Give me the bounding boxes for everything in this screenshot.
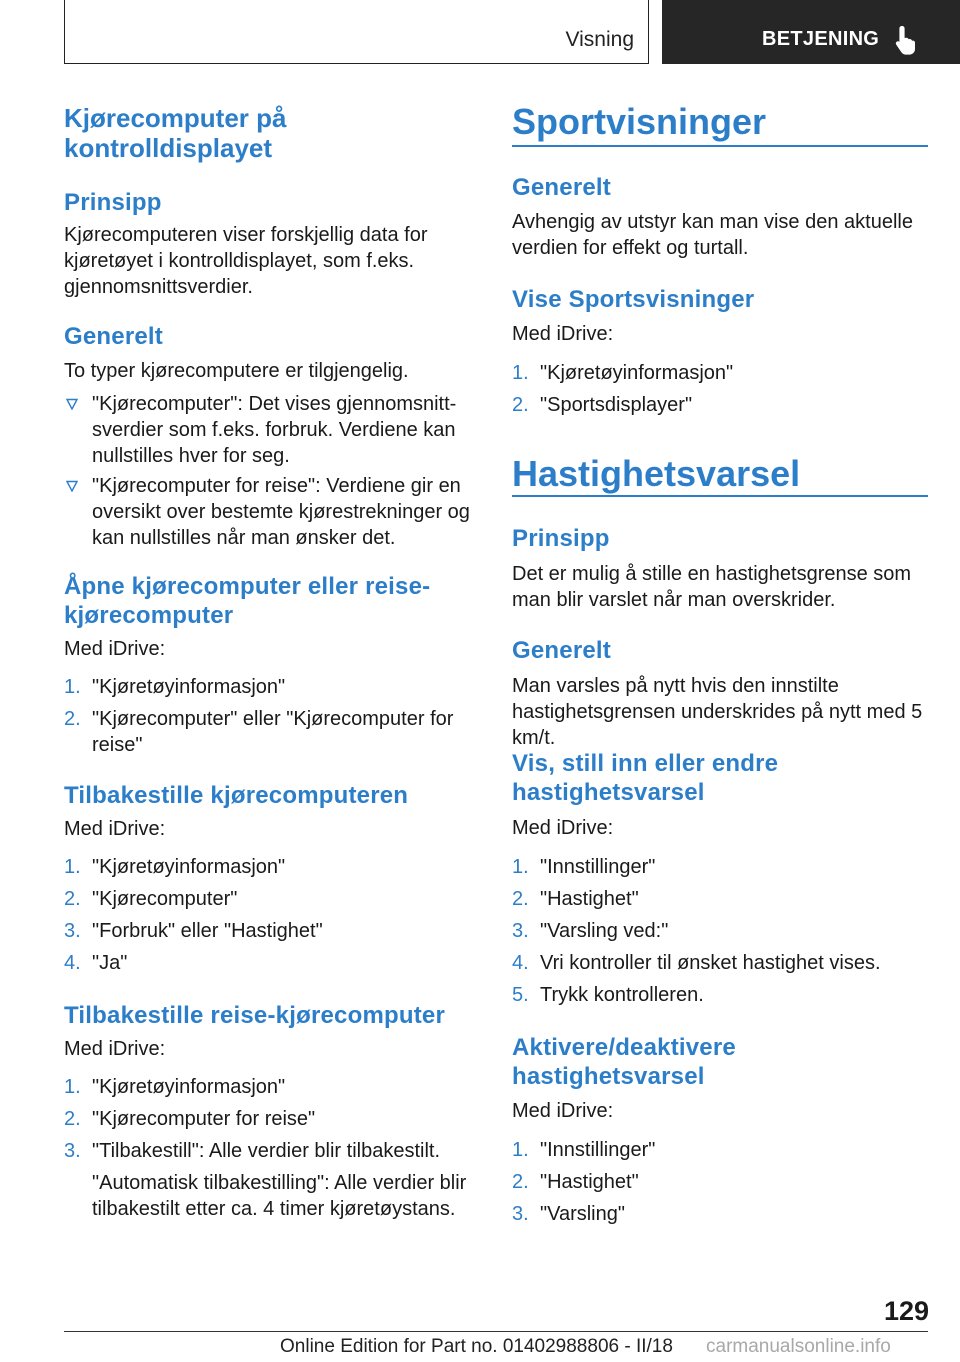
subheading-reise: Tilbakestille reise-kjørecomputer [64,1002,445,1029]
step-number: 1. [64,676,81,698]
step-note: "Automatisk tilbakestilling": Alle verdier blir tilbakestilt etter ca. 4 timer kjøretøystans. [92,1172,467,1220]
page-number: 129 [884,1296,930,1326]
triangle-bullet-icon [66,398,78,410]
intro-tilbakestille: Med iDrive: [64,818,166,840]
step-text: "Kjørecomputer" [92,888,238,910]
subheading-prinsipp: Prinsipp [64,189,162,216]
step-text: "Sportsdisplayer" [540,394,693,416]
section-divider [512,495,928,497]
triangle-bullet-icon [66,480,78,492]
step-number: 1. [512,362,529,384]
step-number: 1. [64,856,81,878]
step-text: "Tilbakestill": Alle verdier blir tilbakestilt. [92,1140,441,1162]
bullet-text: "Kjørecomputer": Det vises gjennomsnittsverdier som f.eks. forbruk. Verdiene kan nullstilles hver for seg. [92,393,457,467]
step-text: "Ja" [92,952,128,974]
step-number: 1. [512,1139,529,1161]
subheading-generelt: Generelt [512,637,611,664]
step-text: "Hastighet" [540,1171,639,1193]
step-number: 3. [64,920,81,942]
section-title-kjorecomputer: Kjørecomputer på kontrolldisplayet [64,103,287,163]
step-number: 2. [64,1108,81,1130]
step-text: "Kjøretøyinformasjon" [540,362,734,384]
paragraph-generelt: Man varsles på nytt hvis den innstilte hastighetsgrensen underskrides på nytt med 5 km/t. [512,675,923,749]
step-number: 2. [64,888,81,910]
subheading-aktivere: Aktivere/deaktivere hastighetsvarsel [512,1034,736,1090]
paragraph-generelt: To typer kjørecomputere er tilgjengelig. [64,360,409,382]
step-text: Vri kontroller til ønsket hastighet vises. [540,952,881,974]
bullet-text: "Kjørecomputer for reise": Verdiene gir en oversikt over bestemte kjørestrekninger og kan nullstilles når man ønsker det. [92,475,470,549]
step-text: "Kjøretøyinformasjon" [92,1076,286,1098]
step-number: 2. [512,888,529,910]
paragraph-prinsipp: Kjørecomputeren viser forskjellig data for kjøretøyet i kontrolldisplayet, som f.eks. gjennomsnittsverdier. [64,224,428,298]
step-text: "Kjørecomputer" eller "Kjørecomputer for reise" [92,708,454,756]
step-number: 1. [512,856,529,878]
step-text: "Varsling ved:" [540,920,669,942]
intro-reise: Med iDrive: [64,1038,166,1060]
footer-watermark: carmanualsonline.info [706,1336,891,1357]
footer-divider [64,1331,928,1332]
header-section-title: Visning [565,28,634,51]
step-number: 2. [512,394,529,416]
step-number: 2. [64,708,81,730]
footer-edition: Online Edition for Part no. 01402988806 - II/18 [280,1336,673,1357]
step-text: "Innstillinger" [540,856,656,878]
hand-pointer-icon [894,24,920,56]
step-text: Trykk kontrolleren. [540,984,704,1006]
step-number: 1. [64,1076,81,1098]
subheading-generelt: Generelt [64,323,163,350]
subheading-tilbakestille: Tilbakestille kjørecomputeren [64,782,409,809]
subheading-generelt: Generelt [512,174,611,201]
step-text: "Kjørecomputer for reise" [92,1108,316,1130]
step-text: "Varsling" [540,1203,625,1225]
section-title-hastighetsvarsel: Hastighetsvarsel [512,453,801,494]
intro-aktivere: Med iDrive: [512,1100,614,1122]
step-number: 2. [512,1171,529,1193]
step-text: "Kjøretøyinformasjon" [92,676,286,698]
subheading-vis-still-inn: Vis, still inn eller endre hastighetsvarsel [512,750,779,806]
intro-apne: Med iDrive: [64,638,166,660]
step-number: 4. [64,952,81,974]
step-text: "Innstillinger" [540,1139,656,1161]
step-text: "Kjøretøyinformasjon" [92,856,286,878]
section-title-sportvisninger: Sportvisninger [512,101,767,142]
step-number: 3. [64,1140,81,1162]
step-number: 4. [512,952,529,974]
header-chapter-title: BETJENING [762,28,880,50]
step-number: 3. [512,920,529,942]
header-chapter-tab [662,0,960,64]
step-text: "Forbruk" eller "Hastighet" [92,920,323,942]
subheading-apne: Åpne kjørecomputer eller reisekjørecomputer [64,573,431,629]
step-text: "Hastighet" [540,888,639,910]
step-number: 5. [512,984,529,1006]
paragraph-generelt: Avhengig av utstyr kan man vise den aktuelle verdien for effekt og turtall. [512,211,913,259]
step-number: 3. [512,1203,529,1225]
intro-vise: Med iDrive: [512,323,614,345]
header-section-box [64,0,649,64]
paragraph-prinsipp: Det er mulig å stille en hastighetsgrense som man blir varslet når man overskrider. [512,563,912,611]
section-divider [512,145,928,147]
subheading-vise-sportsvisninger: Vise Sportsvisninger [512,286,755,313]
intro-vis: Med iDrive: [512,817,614,839]
subheading-prinsipp: Prinsipp [512,525,610,552]
